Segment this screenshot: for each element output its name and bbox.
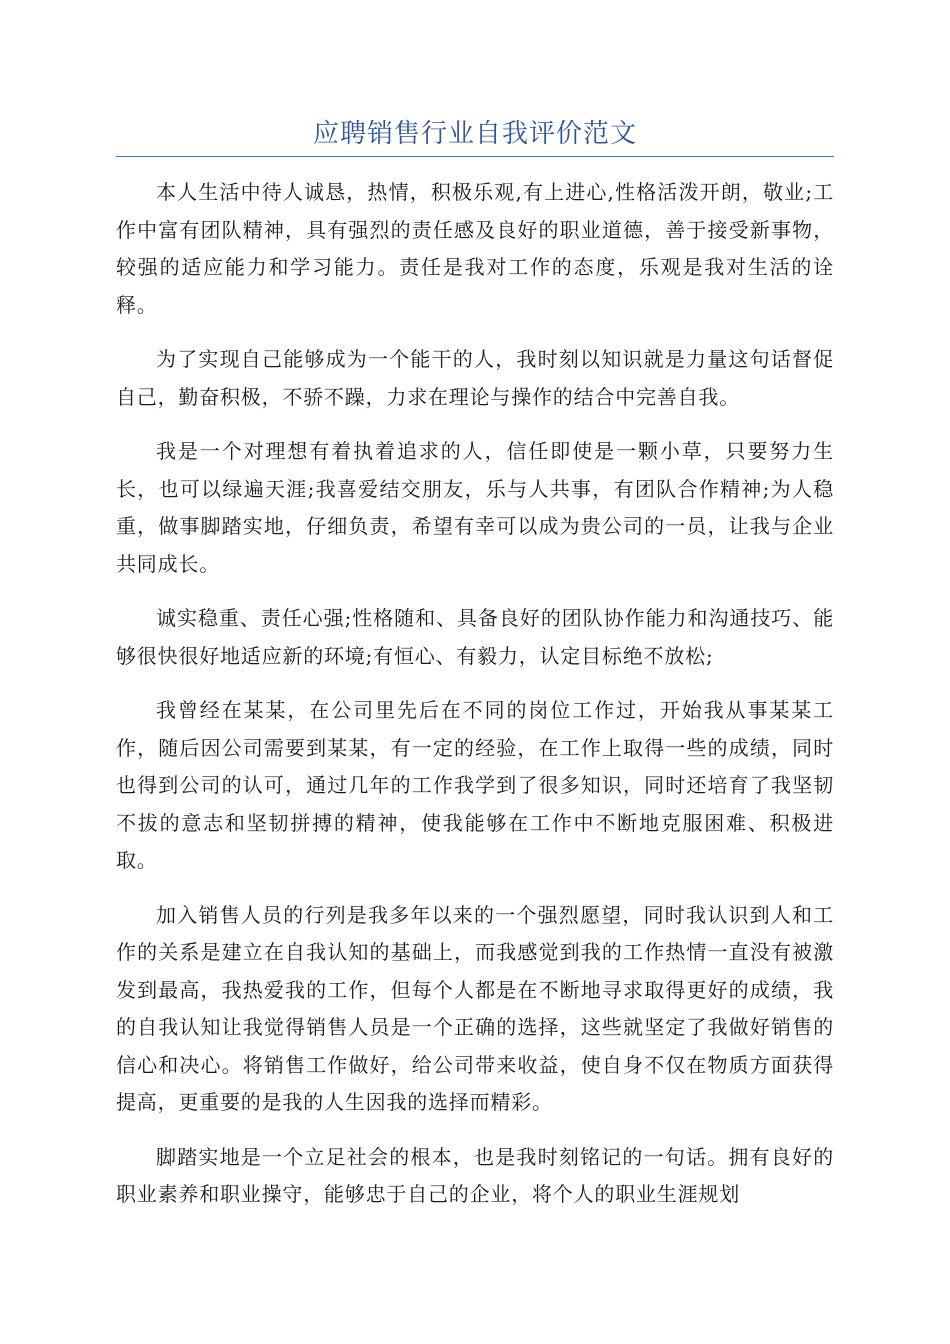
paragraph: 诚实稳重、责任心强;性格随和、具备良好的团队协作能力和沟通技巧、能够很快很好地适应新的环境;有恒心、有毅力，认定目标绝不放松; <box>116 606 834 668</box>
document-body <box>116 174 834 1231</box>
title-block <box>116 112 834 157</box>
paragraph: 我是一个对理想有着执着追求的人，信任即使是一颗小草，只要努力生长，也可以绿遍天涯;我喜爱结交朋友，乐与人共事，有团队合作精神;为人稳重，做事脚踏实地，仔细负责，希望有幸可以成为贵公司的一员，让我与企业共同成长。 <box>116 439 834 576</box>
paragraph: 我曾经在某某，在公司里先后在不同的岗位工作过，开始我从事某某工作，随后因公司需要到某某，有一定的经验，在工作上取得一些的成绩，同时也得到公司的认可，通过几年的工作我学到了很多知识，同时还培育了我坚韧不拔的意志和坚韧拼搏的精神，使我能够在工作中不断地克服困难、积极进取。 <box>116 698 834 872</box>
paragraph: 脚踏实地是一个立足社会的根本，也是我时刻铭记的一句话。拥有良好的职业素养和职业操守，能够忠于自己的企业，将个人的职业生涯规划 <box>116 1144 834 1206</box>
document-title: 应聘销售行业自我评价范文 <box>312 119 637 149</box>
paragraph: 加入销售人员的行列是我多年以来的一个强烈愿望，同时我认识到人和工作的关系是建立在自我认知的基础上，而我感觉到我的工作热情一直没有被激发到最高，我热爱我的工作，但每个人都是在不断地寻求取得更好的成绩，我的自我认知让我觉得销售人员是一个正确的选择，这些就坚定了我做好销售的信心和决心。将销售工作做好，给公司带来收益，使自身不仅在物质方面获得提高，更重要的是我的人生因我的选择而精彩。 <box>116 902 834 1114</box>
paragraph: 本人生活中待人诚恳，热情，积极乐观,有上进心,性格活泼开朗，敬业;工作中富有团队精神，具有强烈的责任感及良好的职业道德，善于接受新事物，较强的适应能力和学习能力。责任是我对工作的态度，乐观是我对生活的诠释。 <box>116 180 834 317</box>
paragraph: 为了实现自己能够成为一个能干的人，我时刻以知识就是力量这句话督促自己，勤奋积极，不骄不躁，力求在理论与操作的结合中完善自我。 <box>116 347 834 409</box>
